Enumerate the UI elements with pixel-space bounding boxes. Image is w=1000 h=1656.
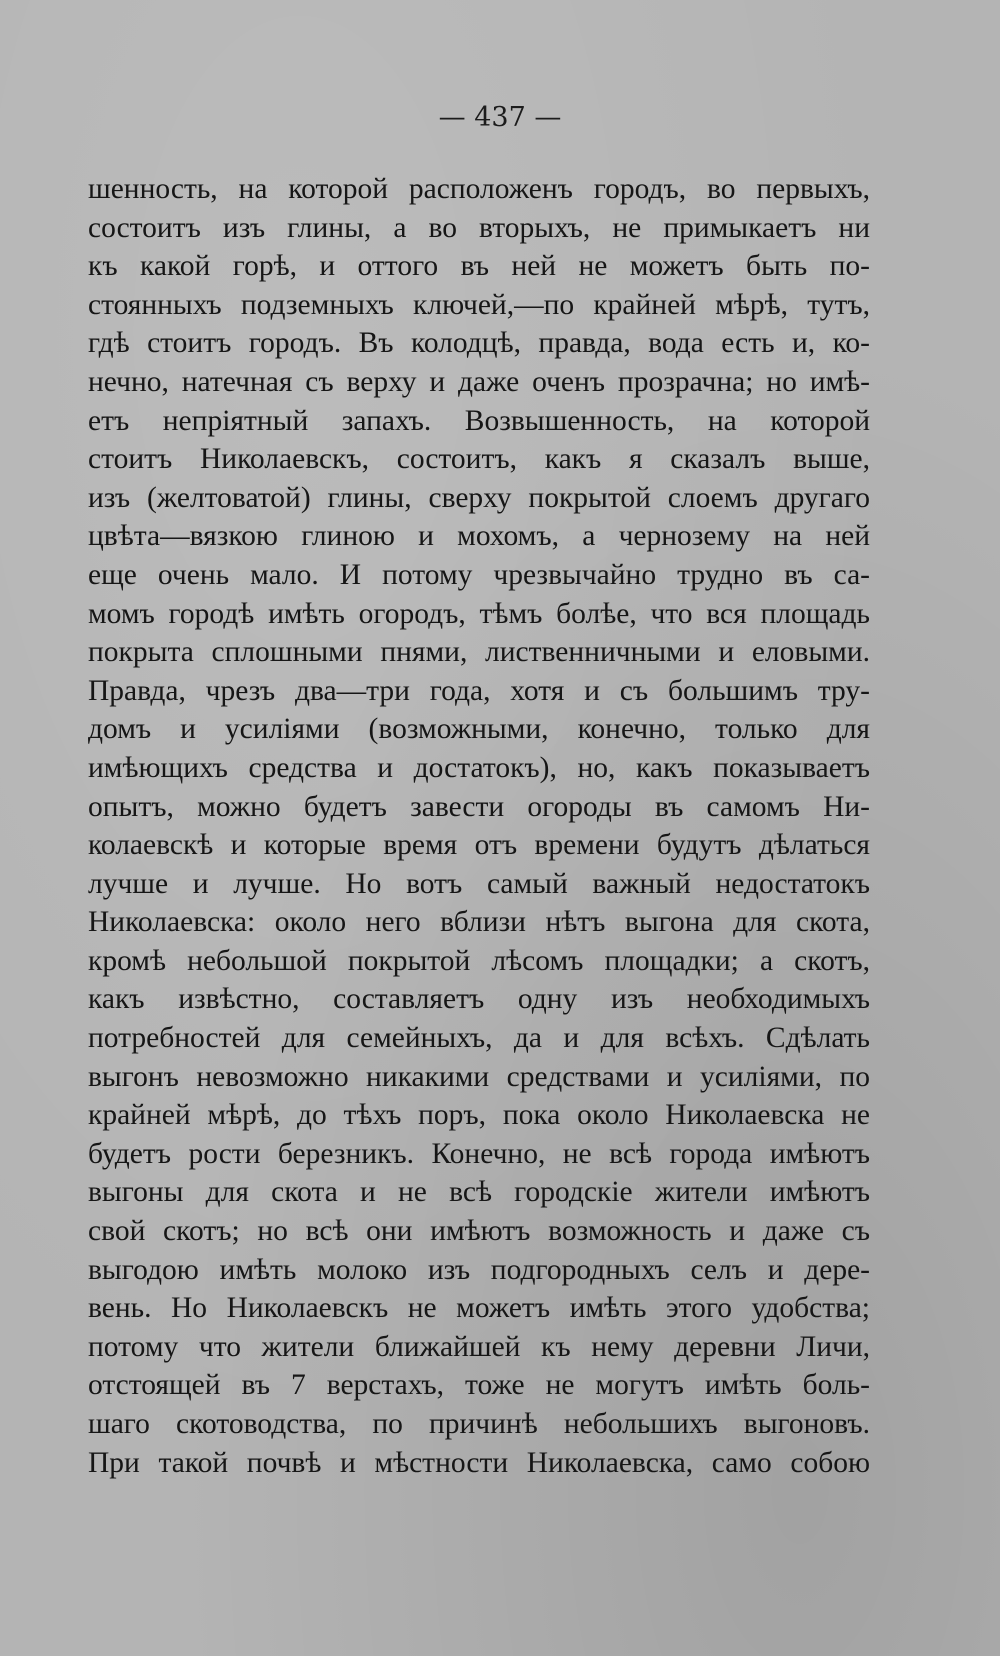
text-line: нечно, натечная съ верху и даже оченъ прозрачна; но имѣ- bbox=[88, 365, 870, 398]
text-line: Правда, чрезъ два—три года, хотя и съ большимъ тру- bbox=[88, 674, 870, 707]
text-line: Николаевска: около него вблизи нѣтъ выгона для скота, bbox=[88, 906, 870, 939]
page-number: — 437 — bbox=[438, 102, 562, 133]
text-line: стоянныхъ подземныхъ ключей,—по крайней мѣрѣ, тутъ, bbox=[88, 288, 870, 321]
text-line: потому что жители ближайшей къ нему деревни Личи, bbox=[88, 1330, 870, 1363]
text-line: къ какой горѣ, и оттого въ ней не можетъ быть по- bbox=[88, 250, 870, 283]
text-line: шаго скотоводства, по причинѣ небольшихъ выгоновъ. bbox=[88, 1408, 870, 1440]
text-line: етъ непріятный запахъ. Возвышенность, на которой bbox=[88, 404, 870, 437]
text-line: домъ и усиліями (возможными, конечно, только для bbox=[88, 713, 870, 746]
text-line: опытъ, можно будетъ завести огороды въ самомъ Ни- bbox=[88, 790, 870, 823]
text-line: состоитъ изъ глины, а во вторыхъ, не примыкаетъ ни bbox=[88, 211, 870, 244]
text-line: цвѣта—вязкою глиною и мохомъ, а чернозему на ней bbox=[88, 520, 870, 553]
text-line: стоитъ Николаевскъ, состоитъ, какъ я сказалъ выше, bbox=[88, 443, 870, 476]
text-line: выгодою имѣть молоко изъ подгородныхъ селъ и дере- bbox=[88, 1253, 870, 1286]
text-line: изъ (желтоватой) глины, сверху покрытой слоемъ другаго bbox=[88, 481, 870, 514]
text-line: лучше и лучше. Но вотъ самый важный недостатокъ bbox=[88, 867, 870, 900]
body-text bbox=[88, 170, 870, 1482]
text-line: колаевскѣ и которые время отъ времени будутъ дѣлаться bbox=[88, 829, 870, 862]
text-line: еще очень мало. И потому чрезвычайно трудно въ са- bbox=[88, 558, 870, 591]
text-line: какъ извѣстно, составляетъ одну изъ необходимыхъ bbox=[88, 983, 870, 1016]
text-line: будетъ рости березникъ. Конечно, не всѣ города имѣютъ bbox=[88, 1137, 870, 1170]
text-line: При такой почвѣ и мѣстности Николаевска, само собою bbox=[88, 1446, 870, 1479]
text-line: момъ городѣ имѣть огородъ, тѣмъ болѣе, что вся площадь bbox=[88, 597, 870, 630]
text-line: выгоны для скота и не всѣ городскіе жители имѣютъ bbox=[88, 1176, 870, 1209]
text-line: потребностей для семейныхъ, да и для всѣхъ. Сдѣлать bbox=[88, 1022, 870, 1055]
text-line: крайней мѣрѣ, до тѣхъ поръ, пока около Николаевска не bbox=[88, 1099, 870, 1132]
text-line: вень. Но Николаевскъ не можетъ имѣть этого удобства; bbox=[88, 1292, 870, 1325]
text-line: кромѣ небольшой покрытой лѣсомъ площадки; а скотъ, bbox=[88, 944, 870, 977]
text-line: имѣющихъ средства и достатокъ), но, какъ показываетъ bbox=[88, 751, 870, 784]
text-line: шенность, на которой расположенъ городъ, во первыхъ, bbox=[88, 173, 870, 205]
text-line: выгонъ невозможно никакими средствами и усиліями, по bbox=[88, 1060, 870, 1093]
text-line: гдѣ стоитъ городъ. Въ колодцѣ, правда, вода есть и, ко- bbox=[88, 327, 870, 360]
text-line: покрыта сплошными пнями, лиственничными и еловыми. bbox=[88, 636, 870, 669]
text-line: свой скотъ; но всѣ они имѣютъ возможность и даже съ bbox=[88, 1215, 870, 1248]
text-line: отстоящей въ 7 верстахъ, тоже не могутъ имѣть боль- bbox=[88, 1369, 870, 1402]
